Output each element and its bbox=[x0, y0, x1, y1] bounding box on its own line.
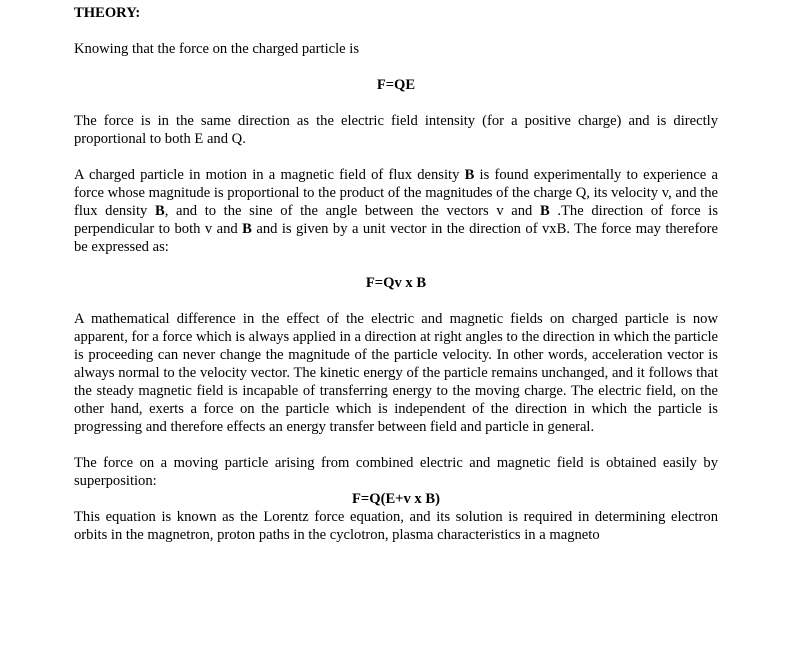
intro-paragraph: Knowing that the force on the charged particle is bbox=[74, 41, 360, 57]
equation-lorentz-force: F=Q(E+v x B) bbox=[352, 491, 440, 507]
electric-force-paragraph: The force is in the same direction as the electric field intensity (for a positive charge) and is directly proportional to both E and Q. bbox=[74, 113, 718, 147]
document-page bbox=[74, 4, 718, 544]
section-heading: THEORY: bbox=[74, 5, 141, 21]
difference-paragraph: A mathematical difference in the effect of the electric and magnetic fields on charged particle is now apparent, for a force which is always applied in a direction at right angles to the direction in which the particle is proceeding can never change the magnitude of the particle velocity. In other words, acceleration vector is always normal to the velocity vector. The kinetic energy of the particle remains unchanged, and it follows that the steady magnetic field is incapable of transferring energy to the moving charge. The electric field, on the other hand, exerts a force on the particle which is independent of the direction in which the particle is progressing and therefore effects an energy transfer between field and particle in general. bbox=[74, 311, 718, 435]
equation-magnetic-force: F=Qv x B bbox=[365, 275, 427, 291]
lorentz-paragraph: This equation is known as the Lorentz force equation, and its solution is required in determining electron orbits in the magnetron, proton paths in the cyclotron, plasma characteristics in a magneto bbox=[74, 509, 718, 543]
magnetic-force-paragraph: A charged particle in motion in a magnetic field of flux density B is found experimentally to experience a force whose magnitude is proportional to the product of the magnitudes of the charge Q, its velocity v, and the flux density B, and to the sine of the angle between the vectors v and B .The direction of force is perpendicular to both v and B and is given by a unit vector in the direction of vxB. The force may therefore be expressed as: bbox=[74, 167, 718, 255]
combined-force-paragraph: The force on a moving particle arising from combined electric and magnetic field is obtained easily by superposition: bbox=[74, 455, 718, 489]
equation-electric-force: F=QE bbox=[376, 77, 416, 93]
